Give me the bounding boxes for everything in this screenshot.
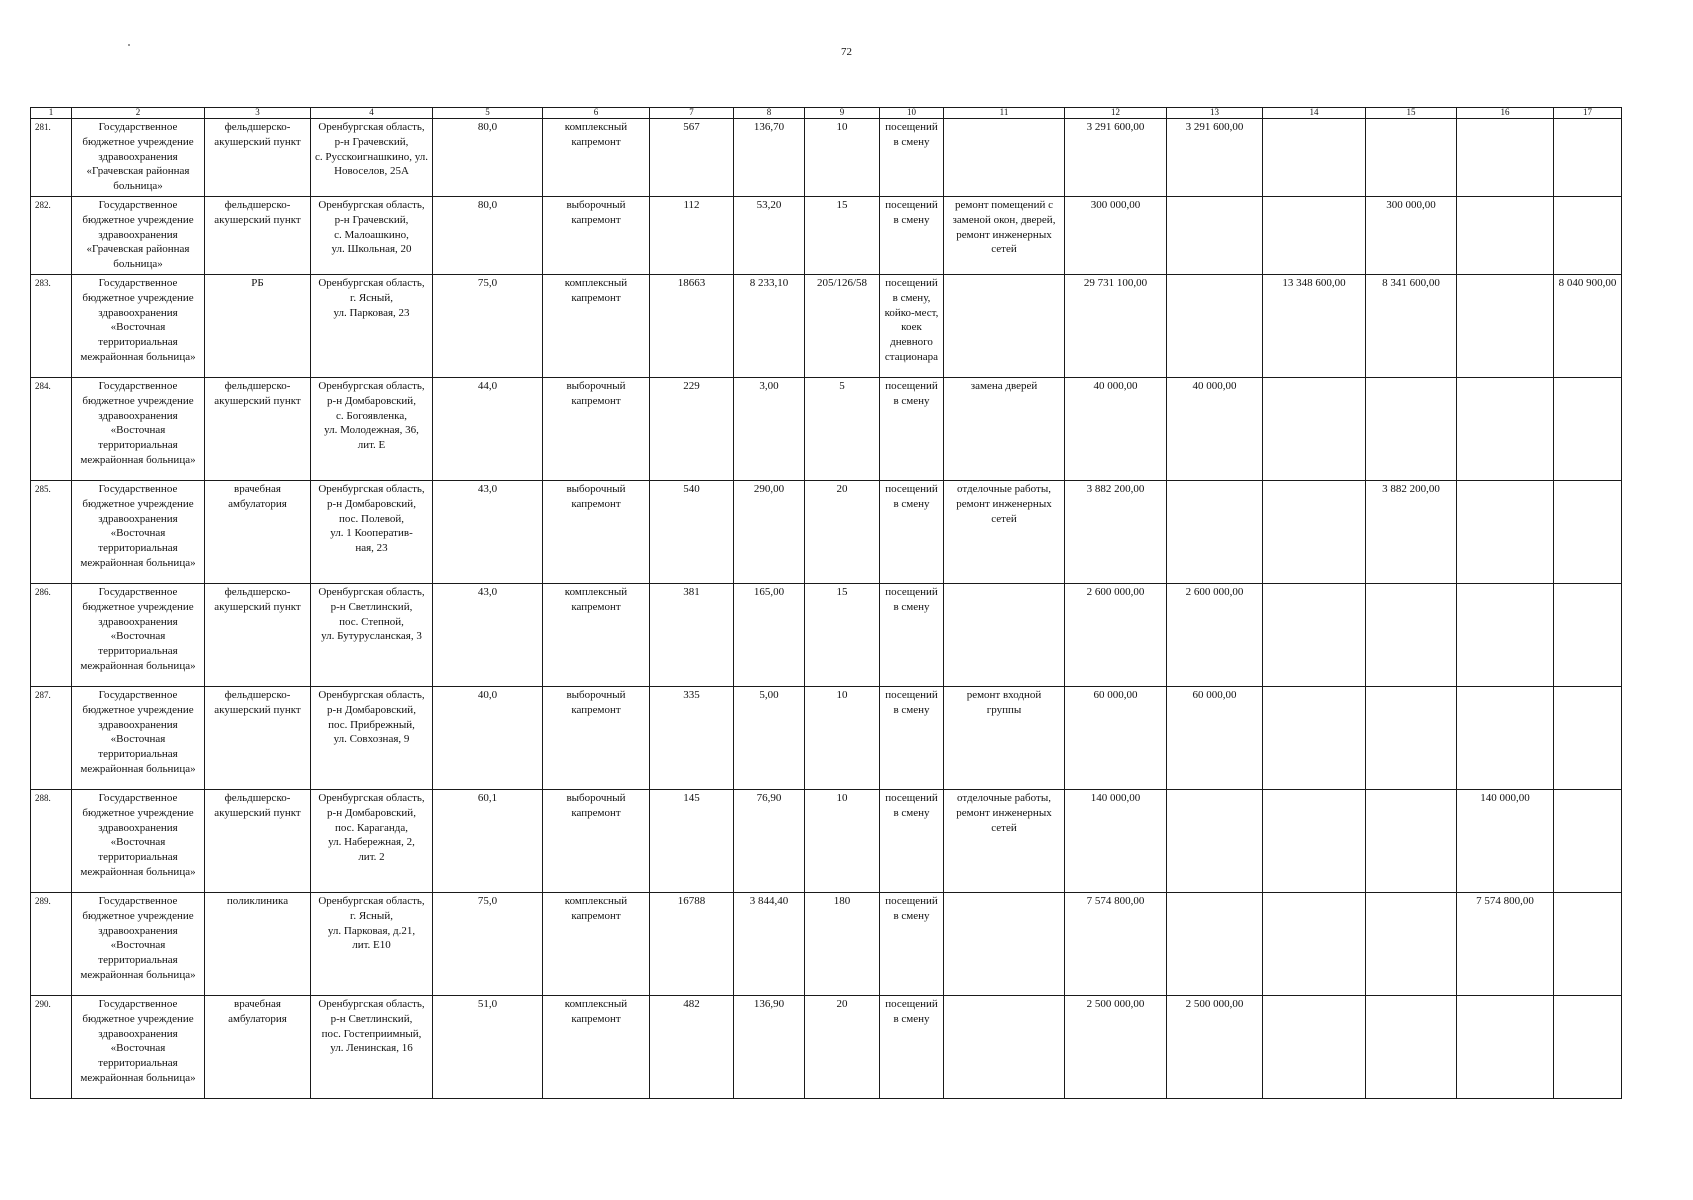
cell-total-cost: 7 574 800,00 [1065,892,1167,995]
cell-cost-col-15 [1366,583,1457,686]
cell-cost-col-13: 40 000,00 [1167,377,1263,480]
cell-capacity: 20 [805,480,880,583]
cell-repair-type: комплексный капремонт [543,995,650,1098]
cell-facility-type: фельдшерско- акушерский пункт [205,377,311,480]
column-number-6: 6 [543,108,650,119]
cell-total-area: 112 [650,196,734,274]
cell-total-area: 482 [650,995,734,1098]
cell-row-number: 289. [31,892,72,995]
cell-cost-col-13 [1167,274,1263,377]
cell-capacity: 10 [805,119,880,197]
cell-cost-col-17 [1554,377,1622,480]
column-number-12: 12 [1065,108,1167,119]
cell-facility-type: фельдшерско- акушерский пункт [205,119,311,197]
table-row [31,377,1622,480]
cell-repair-type: выборочный капремонт [543,196,650,274]
cell-capacity: 205/126/58 [805,274,880,377]
cell-cost-col-16 [1457,196,1554,274]
cell-cost-col-16 [1457,583,1554,686]
table-row [31,119,1622,197]
page-number: 72 [841,46,852,58]
cell-wear-percent: 43,0 [433,480,543,583]
cell-institution-name: Государственное бюджетное учреждение здравоохранения «Грачевская районная больница» [72,196,205,274]
column-number-16: 16 [1457,108,1554,119]
cell-institution-name: Государственное бюджетное учреждение здравоохранения «Восточная территориальная межрайонная больница» [72,892,205,995]
cell-cost-col-16 [1457,686,1554,789]
table-row [31,583,1622,686]
table-row [31,789,1622,892]
cell-cost-col-16 [1457,480,1554,583]
table-row [31,196,1622,274]
cell-work-description: ремонт входной группы [944,686,1065,789]
cell-capacity: 180 [805,892,880,995]
cell-work-description: отделочные работы, ремонт инженерных сетей [944,789,1065,892]
cell-cost-col-15: 3 882 200,00 [1366,480,1457,583]
cell-work-description: замена дверей [944,377,1065,480]
cell-wear-percent: 51,0 [433,995,543,1098]
cell-total-area: 229 [650,377,734,480]
cell-capacity-unit: посещений в смену [880,377,944,480]
column-number-row [31,108,1622,119]
cell-repair-type: выборочный капремонт [543,686,650,789]
cell-row-number: 286. [31,583,72,686]
cell-cost-col-13 [1167,789,1263,892]
capital-repair-register-table [30,107,1622,1099]
cell-cost-col-16 [1457,274,1554,377]
cell-cost-col-13: 2 500 000,00 [1167,995,1263,1098]
cell-work-description [944,892,1065,995]
cell-total-area: 335 [650,686,734,789]
cell-cost-col-17 [1554,686,1622,789]
cell-capacity: 20 [805,995,880,1098]
column-number-14: 14 [1263,108,1366,119]
cell-capacity-unit: посещений в смену [880,789,944,892]
table-row [31,480,1622,583]
cell-work-description [944,274,1065,377]
cell-institution-name: Государственное бюджетное учреждение здравоохранения «Восточная территориальная межрайонная больница» [72,686,205,789]
cell-cost-col-14 [1263,892,1366,995]
cell-repair-area: 8 233,10 [734,274,805,377]
cell-cost-col-17 [1554,892,1622,995]
cell-total-area: 567 [650,119,734,197]
cell-cost-col-16: 7 574 800,00 [1457,892,1554,995]
cell-cost-col-14 [1263,196,1366,274]
cell-cost-col-14 [1263,480,1366,583]
cell-cost-col-17 [1554,196,1622,274]
cell-total-cost: 40 000,00 [1065,377,1167,480]
cell-cost-col-15: 300 000,00 [1366,196,1457,274]
cell-capacity-unit: посещений в смену [880,995,944,1098]
cell-cost-col-17: 8 040 900,00 [1554,274,1622,377]
cell-wear-percent: 44,0 [433,377,543,480]
cell-address: Оренбургская область, р-н Светлинский, пос. Гостеприимный, ул. Ленинская, 16 [311,995,433,1098]
cell-cost-col-14 [1263,377,1366,480]
cell-repair-type: комплексный капремонт [543,583,650,686]
cell-row-number: 284. [31,377,72,480]
cell-repair-type: выборочный капремонт [543,480,650,583]
column-number-7: 7 [650,108,734,119]
table-row [31,274,1622,377]
cell-cost-col-14 [1263,686,1366,789]
cell-capacity-unit: посещений в смену [880,686,944,789]
cell-capacity: 10 [805,789,880,892]
cell-cost-col-15: 8 341 600,00 [1366,274,1457,377]
cell-total-cost: 2 500 000,00 [1065,995,1167,1098]
cell-facility-type: врачебная амбулатория [205,480,311,583]
cell-repair-area: 76,90 [734,789,805,892]
cell-cost-col-14: 13 348 600,00 [1263,274,1366,377]
column-number-11: 11 [944,108,1065,119]
cell-institution-name: Государственное бюджетное учреждение здравоохранения «Восточная территориальная межрайонная больница» [72,377,205,480]
cell-repair-type: комплексный капремонт [543,119,650,197]
cell-total-area: 18663 [650,274,734,377]
cell-cost-col-17 [1554,480,1622,583]
column-number-5: 5 [433,108,543,119]
cell-address: Оренбургская область, р-н Грачевский, с. Русскоигнашкино, ул. Новоселов, 25А [311,119,433,197]
cell-facility-type: поликлиника [205,892,311,995]
cell-capacity: 10 [805,686,880,789]
cell-row-number: 288. [31,789,72,892]
cell-cost-col-17 [1554,583,1622,686]
cell-capacity: 5 [805,377,880,480]
cell-total-area: 381 [650,583,734,686]
column-number-10: 10 [880,108,944,119]
cell-row-number: 285. [31,480,72,583]
cell-institution-name: Государственное бюджетное учреждение здравоохранения «Восточная территориальная межрайонная больница» [72,995,205,1098]
cell-work-description: отделочные работы, ремонт инженерных сетей [944,480,1065,583]
cell-capacity-unit: посещений в смену [880,583,944,686]
cell-wear-percent: 60,1 [433,789,543,892]
cell-address: Оренбургская область, р-н Домбаровский, с. Богоявленка, ул. Молодежная, 36, лит. Е [311,377,433,480]
cell-institution-name: Государственное бюджетное учреждение здравоохранения «Восточная территориальная межрайонная больница» [72,583,205,686]
cell-total-cost: 300 000,00 [1065,196,1167,274]
cell-row-number: 281. [31,119,72,197]
cell-cost-col-13 [1167,196,1263,274]
cell-cost-col-15 [1366,789,1457,892]
cell-total-area: 16788 [650,892,734,995]
cell-facility-type: врачебная амбулатория [205,995,311,1098]
cell-cost-col-16 [1457,119,1554,197]
cell-capacity-unit: посещений в смену [880,480,944,583]
cell-facility-type: фельдшерско- акушерский пункт [205,583,311,686]
cell-repair-area: 136,90 [734,995,805,1098]
column-number-4: 4 [311,108,433,119]
cell-wear-percent: 80,0 [433,119,543,197]
cell-capacity: 15 [805,583,880,686]
column-number-3: 3 [205,108,311,119]
cell-institution-name: Государственное бюджетное учреждение здравоохранения «Восточная территориальная межрайонная больница» [72,789,205,892]
cell-cost-col-16 [1457,995,1554,1098]
cell-facility-type: РБ [205,274,311,377]
cell-cost-col-14 [1263,789,1366,892]
cell-repair-type: выборочный капремонт [543,377,650,480]
cell-work-description: ремонт помещений с заменой окон, дверей, ремонт инженерных сетей [944,196,1065,274]
cell-capacity-unit: посещений в смену, койко-мест, коек дневного стационара [880,274,944,377]
cell-wear-percent: 40,0 [433,686,543,789]
cell-repair-area: 136,70 [734,119,805,197]
cell-address: Оренбургская область, р-н Домбаровский, пос. Караганда, ул. Набережная, 2, лит. 2 [311,789,433,892]
cell-wear-percent: 43,0 [433,583,543,686]
cell-cost-col-13 [1167,480,1263,583]
cell-cost-col-16 [1457,377,1554,480]
cell-capacity-unit: посещений в смену [880,119,944,197]
cell-row-number: 287. [31,686,72,789]
cell-cost-col-14 [1263,583,1366,686]
cell-row-number: 282. [31,196,72,274]
cell-cost-col-14 [1263,995,1366,1098]
cell-wear-percent: 75,0 [433,274,543,377]
cell-repair-type: выборочный капремонт [543,789,650,892]
column-number-8: 8 [734,108,805,119]
cell-work-description [944,583,1065,686]
cell-total-cost: 2 600 000,00 [1065,583,1167,686]
cell-repair-area: 53,20 [734,196,805,274]
cell-cost-col-17 [1554,995,1622,1098]
cell-capacity: 15 [805,196,880,274]
cell-capacity-unit: посещений в смену [880,196,944,274]
cell-cost-col-17 [1554,119,1622,197]
cell-facility-type: фельдшерско- акушерский пункт [205,789,311,892]
cell-row-number: 283. [31,274,72,377]
cell-cost-col-16: 140 000,00 [1457,789,1554,892]
cell-facility-type: фельдшерско- акушерский пункт [205,196,311,274]
cell-institution-name: Государственное бюджетное учреждение здравоохранения «Восточная территориальная межрайонная больница» [72,274,205,377]
cell-cost-col-15 [1366,119,1457,197]
cell-institution-name: Государственное бюджетное учреждение здравоохранения «Грачевская районная больница» [72,119,205,197]
cell-address: Оренбургская область, г. Ясный, ул. Парковая, д.21, лит. Е10 [311,892,433,995]
column-number-15: 15 [1366,108,1457,119]
cell-cost-col-17 [1554,789,1622,892]
cell-total-area: 145 [650,789,734,892]
cell-cost-col-15 [1366,995,1457,1098]
cell-address: Оренбургская область, р-н Светлинский, пос. Степной, ул. Бутурусланская, 3 [311,583,433,686]
cell-wear-percent: 75,0 [433,892,543,995]
column-number-2: 2 [72,108,205,119]
cell-cost-col-13: 2 600 000,00 [1167,583,1263,686]
table-row [31,995,1622,1098]
cell-total-cost: 140 000,00 [1065,789,1167,892]
cell-cost-col-15 [1366,377,1457,480]
cell-repair-area: 3 844,40 [734,892,805,995]
cell-repair-area: 3,00 [734,377,805,480]
cell-address: Оренбургская область, р-н Домбаровский, пос. Прибрежный, ул. Совхозная, 9 [311,686,433,789]
cell-cost-col-14 [1263,119,1366,197]
cell-cost-col-15 [1366,892,1457,995]
cell-repair-area: 290,00 [734,480,805,583]
cell-cost-col-15 [1366,686,1457,789]
column-number-17: 17 [1554,108,1622,119]
cell-wear-percent: 80,0 [433,196,543,274]
cell-total-cost: 29 731 100,00 [1065,274,1167,377]
table-row [31,892,1622,995]
cell-address: Оренбургская область, р-н Домбаровский, пос. Полевой, ул. 1 Кооператив- ная, 23 [311,480,433,583]
cell-cost-col-13: 3 291 600,00 [1167,119,1263,197]
cell-capacity-unit: посещений в смену [880,892,944,995]
cell-work-description [944,119,1065,197]
cell-work-description [944,995,1065,1098]
cell-institution-name: Государственное бюджетное учреждение здравоохранения «Восточная территориальная межрайонная больница» [72,480,205,583]
cell-cost-col-13: 60 000,00 [1167,686,1263,789]
cell-repair-area: 165,00 [734,583,805,686]
cell-address: Оренбургская область, р-н Грачевский, с. Малоашкино, ул. Школьная, 20 [311,196,433,274]
cell-total-cost: 3 882 200,00 [1065,480,1167,583]
cell-total-cost: 3 291 600,00 [1065,119,1167,197]
cell-total-area: 540 [650,480,734,583]
cell-repair-type: комплексный капремонт [543,892,650,995]
column-number-1: 1 [31,108,72,119]
table-row [31,686,1622,789]
cell-repair-area: 5,00 [734,686,805,789]
table-body [31,119,1622,1099]
cell-address: Оренбургская область, г. Ясный, ул. Парковая, 23 [311,274,433,377]
cell-cost-col-13 [1167,892,1263,995]
cell-facility-type: фельдшерско- акушерский пункт [205,686,311,789]
cell-total-cost: 60 000,00 [1065,686,1167,789]
cell-row-number: 290. [31,995,72,1098]
column-number-9: 9 [805,108,880,119]
column-number-13: 13 [1167,108,1263,119]
cell-repair-type: комплексный капремонт [543,274,650,377]
